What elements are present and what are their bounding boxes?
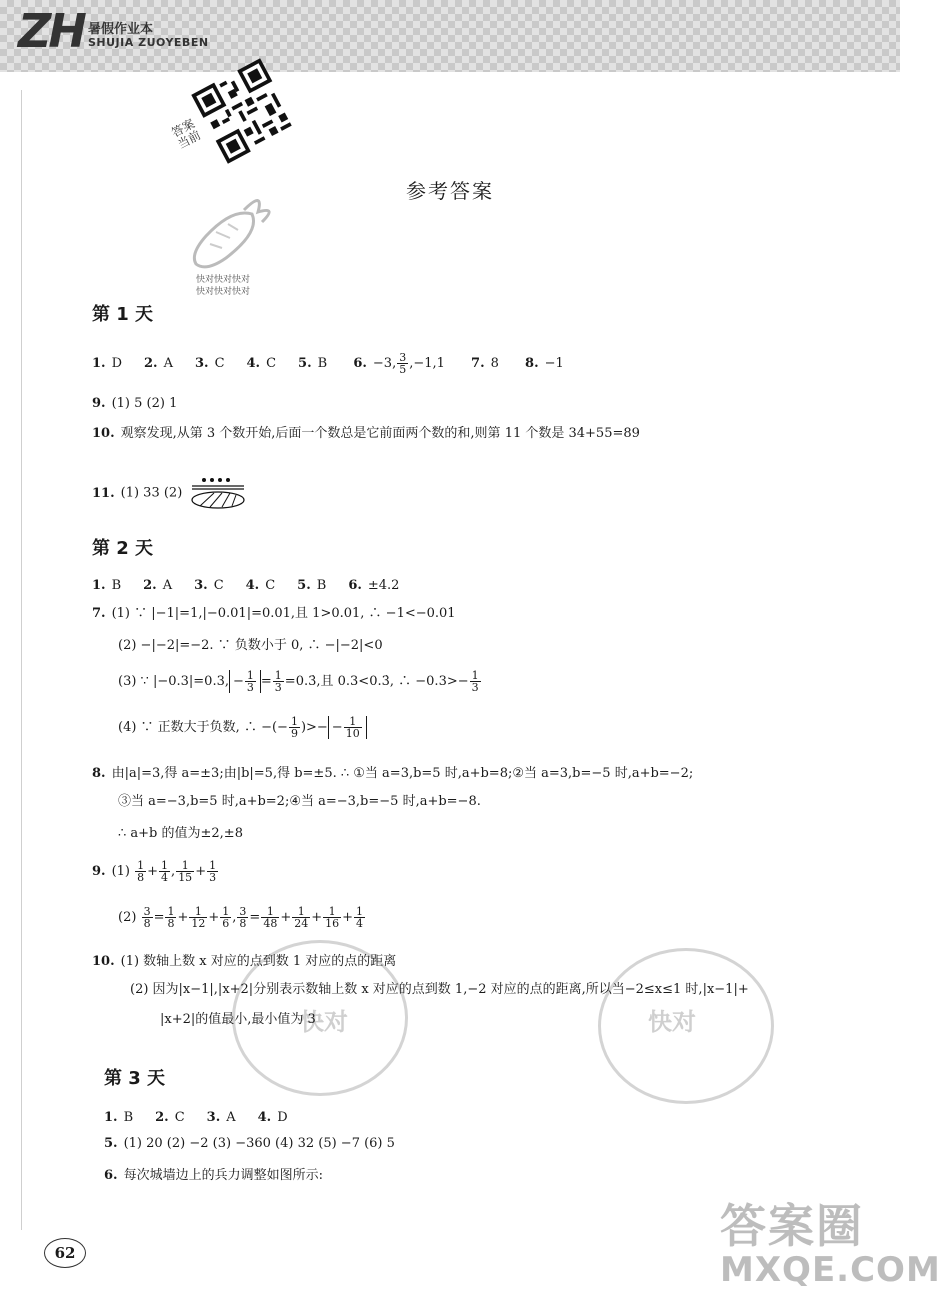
day2-q8-1: 8. 由|a|=3,得 a=±3;由|b|=5,得 b=±5. ∴ ①当 a=3,b=5 时,a+b=8;②当 a=3,b=−5 时,a+b=−2; — [92, 766, 694, 781]
question-number: 2. — [144, 356, 158, 371]
day2-q7-1: 7. (1) ∵ |−1|=1,|−0.01|=0.01,且 1>0.01, ∴ −1<−0.01 — [92, 606, 456, 621]
answer-value: ±4.2 — [367, 578, 400, 593]
answer-value: A — [163, 356, 173, 371]
day2-q9-2: (2) $\frac{3}{8}$ = $\frac{1}{8}$ + $\frac{1}{12}$ + $\frac{1}{6}$ , $\frac{3}{8}$ = $\frac{1}{48}$ + $\frac{1}{24}$ + $\frac{1}{16}$ + $\frac{1}{4}$ — [118, 905, 364, 930]
answer-value: B — [316, 578, 327, 593]
fraction: $\frac{1}{24}$ — [294, 905, 309, 930]
question-number: 5. — [298, 356, 312, 371]
day2-q7-2: (2) −|−2|=−2. ∵ 负数小于 0, ∴ −|−2|<0 — [118, 638, 383, 653]
question-number: 6. — [348, 578, 362, 593]
question-number: 2. — [155, 1110, 169, 1125]
fraction: $\frac{3}{8}$ — [143, 905, 151, 930]
answer-value: C — [174, 1110, 185, 1125]
stamp-text-left: 快对 — [300, 1008, 348, 1036]
day2-q7-3: (3) ∵ |−0.3|=0.3, − $\frac{1}{3}$ = $\frac{1}{3}$ =0.3̇,且 0.3<0.3̇, ∴ −0.3>− $\frac{1}{3}$ — [118, 669, 479, 694]
fraction: $\frac{3}{8}$ — [239, 905, 247, 930]
day2-q9-1: 9. (1) $\frac{1}{8}$ + $\frac{1}{4}$ , $\frac{1}{15}$ + $\frac{1}{3}$ — [92, 859, 217, 884]
header-banner — [0, 0, 900, 72]
day2-q10-1: 10. (1) 数轴上数 x 对应的点到数 1 对应的点的距离 — [92, 954, 397, 969]
site-watermark: 答案圈 MXQE.COM — [720, 1199, 941, 1290]
question-number: 2. — [143, 578, 157, 593]
fraction: $\frac{1}{16}$ — [325, 905, 340, 930]
day2-q8-2: ③当 a=−3,b=5 时,a+b=2;④当 a=−3,b=−5 时,a+b=−8. — [118, 794, 481, 809]
question-number: 3. — [194, 578, 208, 593]
fraction: $\frac{1}{4}$ — [356, 905, 364, 930]
fraction: $\frac{1}{6}$ — [222, 905, 230, 930]
day1-q11: 11. (1) 33 (2) — [92, 476, 250, 510]
day2-q10-3: |x+2|的值最小,最小值为 3 — [160, 1012, 316, 1027]
zh-logo: ZH — [18, 4, 84, 58]
answer-value: B — [123, 1110, 134, 1125]
day3-q1-4 — [104, 1108, 310, 1128]
question-number: 1. — [92, 356, 106, 371]
answer-group — [92, 356, 349, 371]
day3-q6: 6. 每次城墙边上的兵力调整如图所示: — [104, 1168, 323, 1183]
book-title-cn: 暑假作业本 — [88, 22, 154, 37]
fraction: $\frac{1}{3}$ — [209, 859, 217, 884]
day-2-heading: 第 2 天 — [92, 538, 154, 559]
day1-q10: 10. 观察发现,从第 3 个数开始,后面一个数总是它前面两个数的和,则第 11 个数是 34+55=89 — [92, 426, 640, 441]
answer-value: C — [213, 578, 224, 593]
margin-rule — [21, 90, 22, 1230]
fraction: $\frac{1}{8}$ — [137, 859, 145, 884]
drum-diagram-icon — [186, 476, 250, 510]
day2-q8-3: ∴ a+b 的值为±2,±8 — [118, 826, 243, 841]
answer-value: D — [111, 356, 123, 371]
question-number: 4. — [246, 356, 261, 371]
answer-value: A — [226, 1110, 236, 1125]
stamp-text-right: 快对 — [648, 1008, 696, 1036]
fraction: $\frac{3}{5}$ — [399, 351, 407, 376]
question-number: 1. — [92, 578, 106, 593]
answer-value: C — [214, 356, 225, 371]
page-title: 参考答案 — [406, 179, 494, 203]
question-number: 4. — [245, 578, 260, 593]
day2-q1-6 — [92, 576, 421, 596]
fraction: $\frac{1}{48}$ — [263, 905, 278, 930]
fraction: $\frac{1}{15}$ — [178, 859, 193, 884]
book-title-en: SHUJIA ZUOYEBEN — [88, 36, 209, 49]
day-1-heading: 第 1 天 — [92, 304, 154, 325]
fraction: $\frac{1}{8}$ — [167, 905, 175, 930]
answer-value: B — [111, 578, 122, 593]
question-number: 3. — [194, 356, 209, 371]
qr-caption: 答案当前 — [169, 116, 204, 152]
fraction: $\frac{1}{4}$ — [161, 859, 169, 884]
day1-q1-8: 1. D 2. A 3. C 4. C 5. B 6. −3, $\frac{3}{5}$ ,−1,1 7. 8 8. −1 — [92, 351, 564, 376]
question-number: 1. — [104, 1110, 118, 1125]
day-3-heading: 第 3 天 — [104, 1068, 166, 1089]
question-number: 3. — [206, 1110, 221, 1125]
day1-q9: 9. (1) 5 (2) 1 — [92, 396, 178, 411]
qr-code-icon[interactable] — [191, 58, 296, 163]
page-number: 62 — [44, 1238, 86, 1268]
day3-q5: 5. (1) 20 (2) −2 (3) −360 (4) 32 (5) −7 (6) 5 — [104, 1136, 395, 1151]
answer-value: C — [265, 578, 276, 593]
question-number: 5. — [297, 578, 311, 593]
sticker-text: 快对快对快对 快对快对快对 — [196, 275, 251, 297]
fraction: $\frac{1}{12}$ — [191, 905, 206, 930]
day2-q10-2: (2) 因为|x−1|,|x+2|分别表示数轴上数 x 对应的点到数 1,−2 对应的点的距离,所以当−2≤x≤1 时,|x−1|+ — [130, 982, 749, 997]
answer-value: A — [162, 578, 173, 593]
answer-value: B — [317, 356, 328, 371]
answer-value: D — [277, 1110, 288, 1125]
day2-q7-4: (4) ∵ 正数大于负数, ∴ −(− $\frac{1}{9}$ )>− − $\frac{1}{10}$ — [118, 716, 367, 739]
answer-value: C — [266, 356, 277, 371]
question-number: 4. — [257, 1110, 272, 1125]
